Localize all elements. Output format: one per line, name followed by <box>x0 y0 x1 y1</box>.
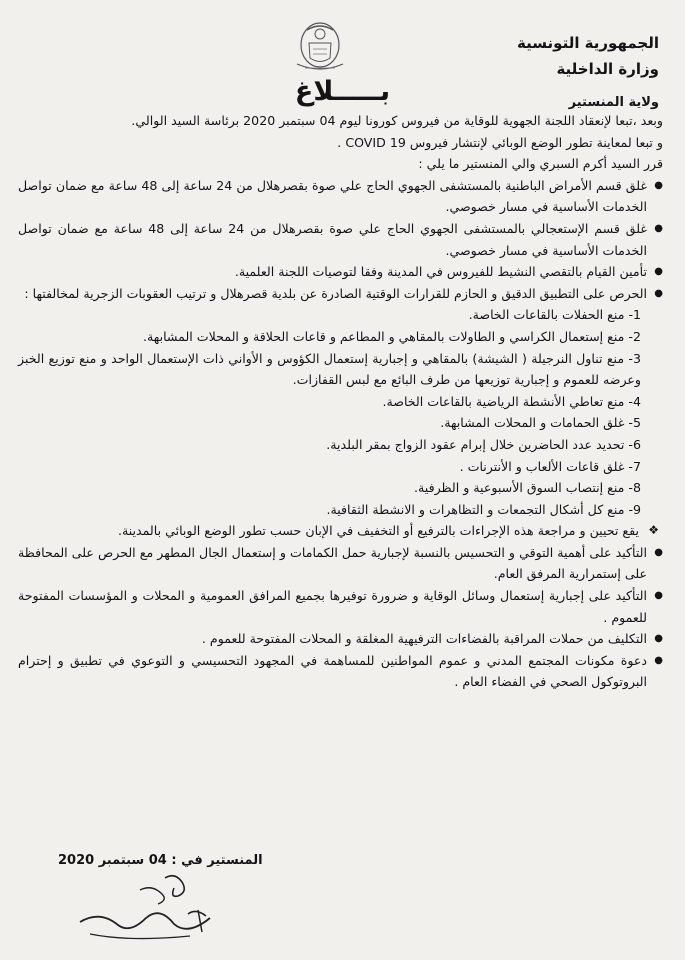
numbered-measure: 7- غلق قاعات الألعاب و الأنترنات . <box>459 458 641 474</box>
intro-paragraph: قرر السيد أكرم السبري والي المنستير ما يلي : <box>418 156 663 172</box>
decision-bullet: ● غلق قسم الإستعجالي بالمستشفى الجهوي الحاج علي صوة بقصرهلال من 24 ساعة إلى 48 ساعة مع ضمان تواصل الخدمات الأساسية في مسار خصوصي. <box>18 218 663 261</box>
ministry-name: وزارة الداخلية <box>556 60 659 78</box>
numbered-measure: 5- غلق الحمامات و المحلات المشابهة. <box>440 415 641 431</box>
governor-signature <box>70 870 230 950</box>
place-and-date: المنستير في : 04 سبتمبر 2020 <box>58 853 263 868</box>
numbered-measure: 3- منع تناول النرجيلة ( الشيشة) بالمقاهي و إجبارية إستعمال الكؤوس و الأواني ذات الإستعمال الواحد و منع توزيع الخبز وعرضه للعموم و إجبارية توزيعها من طرف البائع مع لبس القفازات. <box>18 350 641 388</box>
decision-bullet: ● التكليف من حملات المراقبة بالفضاءات الترفيهية المغلقة و المحلات المفتوحة للعموم . <box>18 628 663 650</box>
numbered-measure: 4- منع تعاطي الأنشطة الرياضية بالقاعات الخاصة. <box>382 393 641 409</box>
communique-body <box>18 110 663 693</box>
letterhead <box>517 30 659 82</box>
numbered-measure: 2- منع إستعمال الكراسي و الطاولات بالمقاهي و المطاعم و قاعات الحلاقة و المحلات المشابهة. <box>143 328 641 344</box>
governorate-name: ولاية المنستير <box>568 95 659 110</box>
review-note: ❖ يقع تحيين و مراجعة هذه الإجراءات بالترفيع أو التخفيف في الإبان حسب تطور الوضع الوبائي بالمدينة. <box>18 520 663 542</box>
intro-paragraph: وبعد ،تبعا لإنعقاد اللجنة الجهوية للوقاية من فيروس كورونا ليوم 04 سبتمبر 2020 برئاسة السيد الوالي. <box>131 113 663 128</box>
decision-bullet: ● الحرص على التطبيق الدقيق و الحازم للقرارات الوقتية الصادرة عن بلدية قصرهلال و ترتيب العقوبات الزجرية لمخالفتها : <box>18 283 663 305</box>
decision-bullet: ● التأكيد على إجبارية إستعمال وسائل الوقاية و ضرورة توفيرها بجميع المرافق العمومية و المحلات و المؤسسات المفتوحة للعموم . <box>18 585 663 628</box>
numbered-measure: 9- منع كل أشكال التجمعات و التظاهرات و الانشطة الثقافية. <box>326 501 641 517</box>
decision-bullet: ● دعوة مكونات المجتمع المدني و عموم المواطنين للمساهمة في المجهود التحسيسي و التوعوي في تطبيق و إحترام البروتوكول الصحي في الفضاء العام . <box>18 650 663 693</box>
decision-bullet: ● غلق قسم الأمراض الباطنية بالمستشفى الجهوي الحاج علي صوة بقصرهلال من 24 ساعة إلى 48 ساعة مع ضمان تواصل الخدمات الأساسية في مسار خصوصي. <box>18 175 663 218</box>
decision-bullet: ● التأكيد على أهمية التوقي و التحسيس بالنسبة لإجبارية حمل الكمامات و إستعمال الجال المطهر مع الحرص على المحافظة على إستمرارية المرفق العام. <box>18 542 663 585</box>
numbered-measure: 8- منع إنتصاب السوق الأسبوعية و الظرفية. <box>414 480 641 496</box>
numbered-measure: 6- تحديد عدد الحاضرين خلال إبرام عقود الزواج بمقر البلدية. <box>326 436 641 452</box>
document-title: بـــــلاغ <box>294 76 391 107</box>
tunisia-coat-of-arms-seal <box>285 16 355 78</box>
republic-name: الجمهورية التونسية <box>517 34 659 52</box>
decision-bullet: ● تأمين القيام بالتقصي النشيط للفيروس في المدينة وفقا لتوصيات اللجنة العلمية. <box>18 261 663 283</box>
intro-paragraph: و تبعا لمعاينة تطور الوضع الوبائي لإنتشار فيروس COVID 19 . <box>337 134 663 150</box>
numbered-measure: 1- منع الحفلات بالقاعات الخاصة. <box>468 307 641 323</box>
